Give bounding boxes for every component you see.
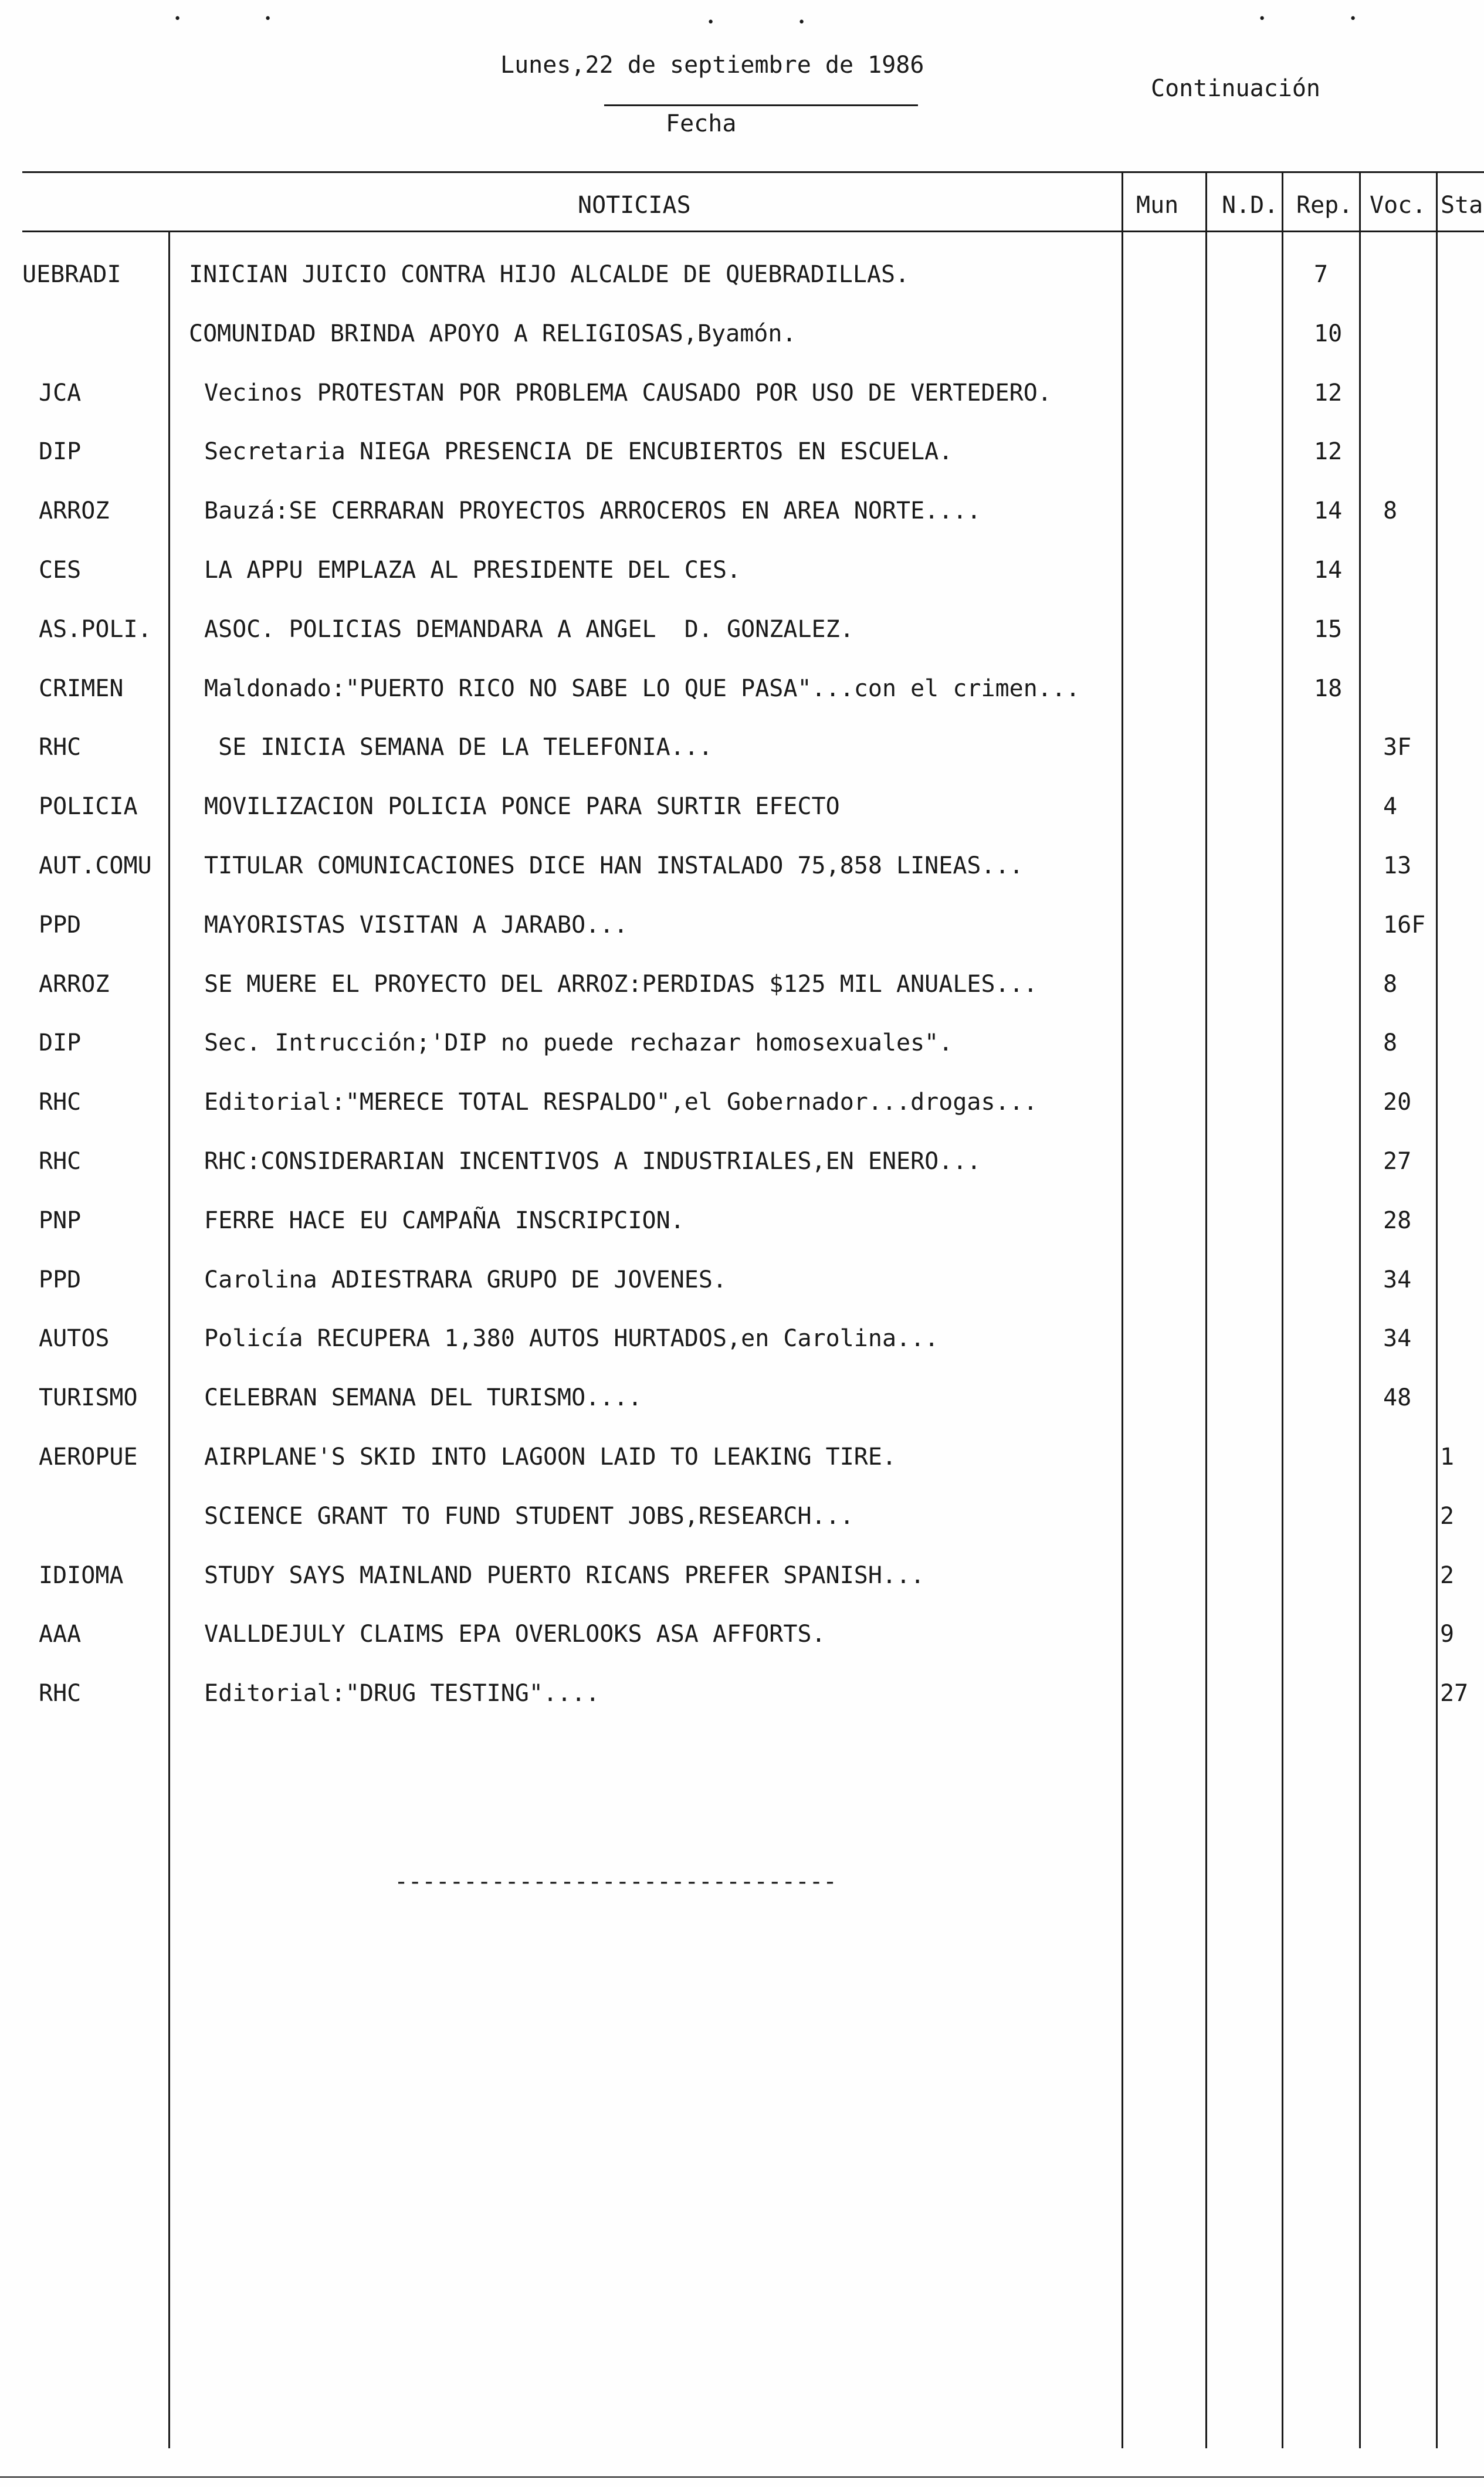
row-tag: RHC xyxy=(39,734,82,761)
row-headline: STUDY SAYS MAINLAND PUERTO RICANS PREFER SPANISH... xyxy=(204,1562,925,1589)
date-label: Fecha xyxy=(666,110,737,137)
row-headline: Editorial:"MERECE TOTAL RESPALDO",el Gobernador...drogas... xyxy=(204,1089,1038,1116)
row-sta-page: 2 xyxy=(1440,1562,1455,1589)
row-headline: LA APPU EMPLAZA AL PRESIDENTE DEL CES. xyxy=(204,557,741,584)
row-sta-page: 1 xyxy=(1440,1444,1455,1470)
row-headline: RHC:CONSIDERARIAN INCENTIVOS A INDUSTRIALES,EN ENERO... xyxy=(204,1148,981,1175)
scan-mark: • xyxy=(264,12,272,26)
row-sta-page: 27 xyxy=(1440,1680,1469,1707)
row-tag: AAA xyxy=(39,1621,82,1648)
row-voc-page: 16F xyxy=(1383,912,1426,938)
date-text: Lunes,22 de septiembre de 1986 xyxy=(500,52,924,79)
scan-mark: • xyxy=(707,15,715,30)
column-header-voc: Voc. xyxy=(1370,192,1427,219)
row-headline: Bauzá:SE CERRARAN PROYECTOS ARROCEROS EN AREA NORTE.... xyxy=(204,497,981,524)
row-headline: Vecinos PROTESTAN POR PROBLEMA CAUSADO POR USO DE VERTEDERO. xyxy=(204,380,1052,406)
row-tag: DIP xyxy=(39,1029,82,1056)
row-headline: Secretaria NIEGA PRESENCIA DE ENCUBIERTOS EN ESCUELA. xyxy=(204,438,953,465)
row-voc-page: 20 xyxy=(1383,1089,1412,1116)
row-tag: ARROZ xyxy=(39,971,110,998)
row-tag: RHC xyxy=(39,1148,82,1175)
column-header-mun: Mun xyxy=(1136,192,1179,219)
row-rep-page: 7 xyxy=(1314,261,1329,288)
row-tag: PNP xyxy=(39,1207,82,1234)
row-headline: SCIENCE GRANT TO FUND STUDENT JOBS,RESEARCH... xyxy=(204,1503,854,1530)
row-headline: Editorial:"DRUG TESTING".... xyxy=(204,1680,600,1707)
column-header-rep: Rep. xyxy=(1296,192,1353,219)
row-tag: AUT.COMU xyxy=(39,852,152,879)
row-voc-page: 8 xyxy=(1383,971,1398,998)
row-voc-page: 3F xyxy=(1383,734,1412,761)
row-voc-page: 34 xyxy=(1383,1266,1412,1293)
row-tag: PPD xyxy=(39,912,82,938)
column-divider-rep xyxy=(1282,173,1283,2448)
row-tag: POLICIA xyxy=(39,793,138,820)
column-divider-nd xyxy=(1205,173,1207,2448)
table-header-rule xyxy=(22,231,1484,232)
row-voc-page: 13 xyxy=(1383,852,1412,879)
row-headline: COMUNIDAD BRINDA APOYO A RELIGIOSAS,Byamón. xyxy=(189,320,797,347)
row-tag: CRIMEN xyxy=(39,675,124,702)
row-voc-page: 27 xyxy=(1383,1148,1412,1175)
scan-mark: • xyxy=(1258,12,1266,26)
row-tag: CES xyxy=(39,557,82,584)
row-tag: AEROPUE xyxy=(39,1444,138,1470)
row-headline: VALLDEJULY CLAIMS EPA OVERLOOKS ASA AFFORTS. xyxy=(204,1621,826,1648)
row-voc-page: 8 xyxy=(1383,497,1398,524)
row-tag: RHC xyxy=(39,1089,82,1116)
row-headline: Sec. Intrucción;'DIP no puede rechazar homosexuales". xyxy=(204,1029,953,1056)
table-top-rule xyxy=(22,171,1484,173)
column-header-noticias: NOTICIAS xyxy=(578,192,691,219)
row-headline: Maldonado:"PUERTO RICO NO SABE LO QUE PASA"...con el crimen... xyxy=(204,675,1080,702)
row-tag: AS.POLI. xyxy=(39,616,152,643)
row-rep-page: 12 xyxy=(1314,380,1343,406)
column-divider-voc xyxy=(1359,173,1361,2448)
row-rep-page: 12 xyxy=(1314,438,1343,465)
column-header-nd: N.D. xyxy=(1222,192,1279,219)
row-tag: TURISMO xyxy=(39,1384,138,1411)
row-voc-page: 8 xyxy=(1383,1029,1398,1056)
row-tag: AUTOS xyxy=(39,1325,110,1352)
row-headline: SE MUERE EL PROYECTO DEL ARROZ:PERDIDAS $125 MIL ANUALES... xyxy=(204,971,1038,998)
row-voc-page: 48 xyxy=(1383,1384,1412,1411)
row-headline: ASOC. POLICIAS DEMANDARA A ANGEL D. GONZALEZ. xyxy=(204,616,854,643)
column-header-sta: Sta xyxy=(1441,192,1483,219)
row-voc-page: 4 xyxy=(1383,793,1398,820)
scan-mark: • xyxy=(798,15,806,30)
row-headline: FERRE HACE EU CAMPAÑA INSCRIPCION. xyxy=(204,1207,685,1234)
scan-mark: • xyxy=(1349,12,1357,26)
row-tag: ARROZ xyxy=(39,497,110,524)
row-rep-page: 18 xyxy=(1314,675,1343,702)
row-sta-page: 2 xyxy=(1440,1503,1455,1530)
row-headline: CELEBRAN SEMANA DEL TURISMO.... xyxy=(204,1384,642,1411)
row-headline: AIRPLANE'S SKID INTO LAGOON LAID TO LEAKING TIRE. xyxy=(204,1444,897,1470)
row-tag: IDIOMA xyxy=(39,1562,124,1589)
continuation-label: Continuación xyxy=(1151,75,1320,102)
row-voc-page: 28 xyxy=(1383,1207,1412,1234)
row-headline: Carolina ADIESTRARA GRUPO DE JOVENES. xyxy=(204,1266,727,1293)
row-tag: RHC xyxy=(39,1680,82,1707)
row-rep-page: 14 xyxy=(1314,497,1343,524)
row-headline: TITULAR COMUNICACIONES DICE HAN INSTALADO 75,858 LINEAS... xyxy=(204,852,1024,879)
row-headline: MAYORISTAS VISITAN A JARABO... xyxy=(204,912,628,938)
row-tag: DIP xyxy=(39,438,82,465)
column-divider-tag xyxy=(168,232,170,2448)
row-rep-page: 14 xyxy=(1314,557,1343,584)
column-divider-sta xyxy=(1436,173,1438,2448)
footer-dash-rule: -------------------------------- xyxy=(394,1868,837,1895)
page-bottom-rule xyxy=(0,2476,1484,2478)
row-tag: UEBRADI xyxy=(22,261,121,288)
row-headline: SE INICIA SEMANA DE LA TELEFONIA... xyxy=(204,734,713,761)
column-divider-mun xyxy=(1122,173,1123,2448)
row-rep-page: 15 xyxy=(1314,616,1343,643)
row-sta-page: 9 xyxy=(1440,1621,1455,1648)
row-headline: INICIAN JUICIO CONTRA HIJO ALCALDE DE QUEBRADILLAS. xyxy=(189,261,910,288)
row-rep-page: 10 xyxy=(1314,320,1343,347)
row-tag: JCA xyxy=(39,380,82,406)
scan-mark: • xyxy=(174,12,182,26)
row-headline: Policía RECUPERA 1,380 AUTOS HURTADOS,en Carolina... xyxy=(204,1325,939,1352)
date-underline xyxy=(604,104,918,106)
row-voc-page: 34 xyxy=(1383,1325,1412,1352)
row-tag: PPD xyxy=(39,1266,82,1293)
row-headline: MOVILIZACION POLICIA PONCE PARA SURTIR EFECTO xyxy=(204,793,840,820)
